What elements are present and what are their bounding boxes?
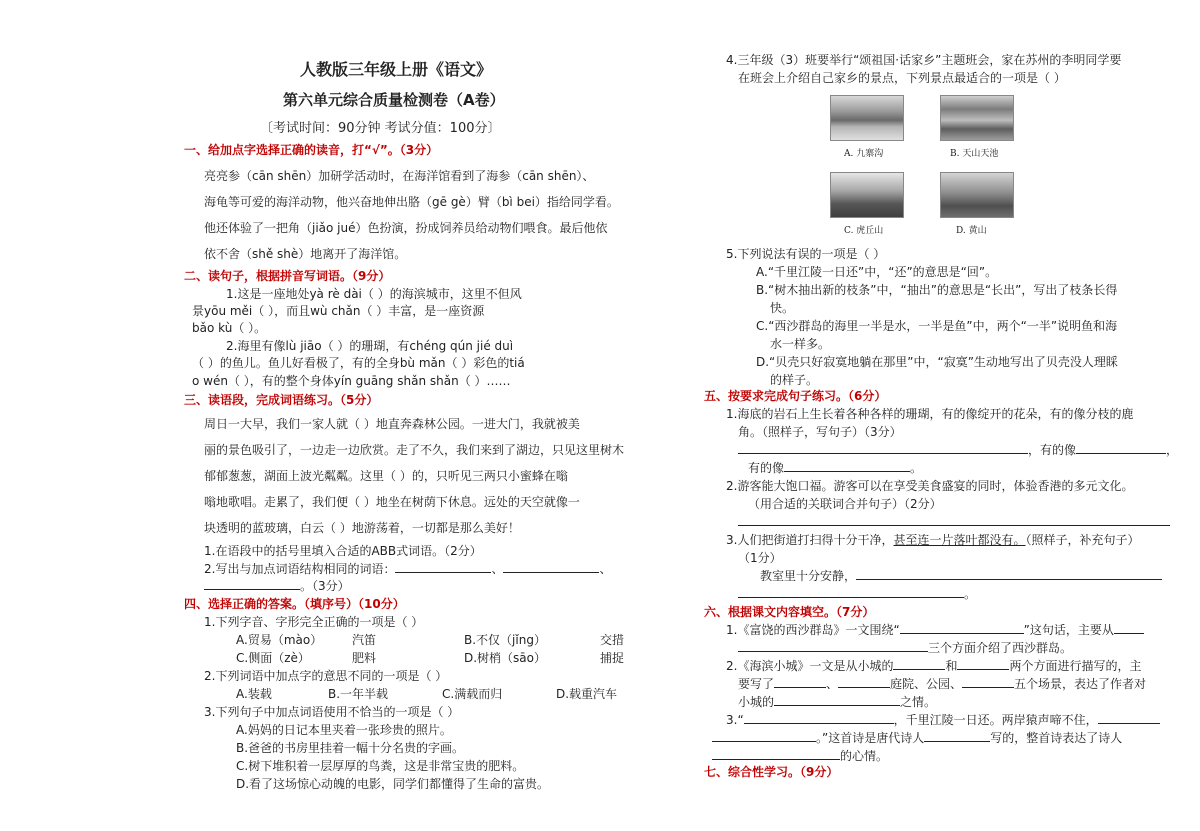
q5-option: A.“千里江陵一日还”中，“还”的意思是“回”。 bbox=[756, 265, 998, 279]
s3-line: 块透明的蓝玻璃，白云（ ）地游荡着，一切都是那么美好！ bbox=[204, 521, 520, 535]
answer-blank[interactable] bbox=[738, 651, 928, 652]
s2-line: 1.这是一座地处yà rè dài（ ）的海滨城市，这里不但风 bbox=[226, 287, 522, 301]
answer-blank[interactable] bbox=[1098, 723, 1160, 724]
s5-q2: （用合适的关联词合并句子）（2分） bbox=[748, 497, 942, 511]
answer-blank[interactable] bbox=[738, 597, 964, 598]
s6-q2: 2.《海滨小城》一文是从小城的 和 两个方面进行描写的，主 bbox=[726, 659, 1142, 673]
s1-line: 他还体验了一把角（jiǎo jué）色扮演，扮成饲养员给动物们喂食。最后他依 bbox=[204, 221, 608, 235]
section-3-heading: 三、读语段，完成词语练习。（5分） bbox=[184, 393, 379, 407]
answer-blank[interactable] bbox=[712, 759, 840, 760]
exam-meta: 〔考试时间：90分钟 考试分值：100分〕 bbox=[260, 121, 501, 136]
photo-caption: C. 虎丘山 bbox=[844, 226, 884, 236]
s5-q3-answer: 。 bbox=[738, 586, 976, 602]
s5-q1-answer: 有的像 。 bbox=[748, 461, 923, 475]
photo-huangshan bbox=[940, 172, 1014, 218]
s2-line: （ ）的鱼儿。鱼儿好看极了，有的全身bù mǎn（ ）彩色的tiá bbox=[192, 356, 525, 370]
s4-option: C.树下堆积着一层厚厚的鸟粪，这是非常宝贵的肥料。 bbox=[236, 759, 525, 773]
s1-line: 海龟等可爱的海洋动物，他兴奋地伸出胳（gē gè）臂（bì bei）指给同学看。 bbox=[204, 195, 619, 209]
answer-blank[interactable] bbox=[1114, 633, 1144, 634]
q5-option: 水一样多。 bbox=[770, 337, 831, 351]
answer-blank[interactable] bbox=[774, 687, 826, 688]
s6-q2: 小城的 之情。 bbox=[738, 695, 937, 709]
photo-huqiu-hill bbox=[830, 172, 904, 218]
s3-q2: 2.写出与加点词语结构相同的词语： 、 、 bbox=[204, 562, 612, 576]
s4-q2: 2.下列词语中加点字的意思不同的一项是（ ） bbox=[204, 669, 448, 683]
s1-line: 亮亮参（cān shēn）加研学活动时，在海洋馆看到了海参（cān shēn）、 bbox=[204, 169, 595, 183]
photo-tianshan-tianchi bbox=[940, 95, 1014, 141]
photo-caption: A. 九寨沟 bbox=[844, 149, 884, 159]
s6-q3: 的心情。 bbox=[712, 748, 888, 764]
answer-blank[interactable] bbox=[957, 669, 1009, 670]
paper-subtitle: 第六单元综合质量检测卷（A卷） bbox=[283, 91, 505, 109]
s4-option: 肥料 bbox=[352, 651, 377, 665]
s4-option: D.树梢（sāo） bbox=[464, 651, 547, 665]
q4-line: 4.三年级（3）班要举行“颂祖国·话家乡”主题班会，家在苏州的李明同学要 bbox=[726, 53, 1122, 67]
s6-q3: 3.“ ，千里江陵一日还。两岸猿声啼不住， bbox=[726, 712, 1160, 728]
photo-jiuzhaigou bbox=[830, 95, 904, 141]
answer-blank[interactable] bbox=[856, 579, 1162, 580]
s2-line: 景yōu měi（ ），而且wù chǎn（ ）丰富，是一座资源 bbox=[192, 304, 485, 318]
s4-option: C.满载而归 bbox=[442, 687, 503, 701]
section-7-heading: 七、综合性学习。（9分） bbox=[704, 765, 839, 779]
s3-q1: 1.在语段中的括号里填入合适的ABB式词语。（2分） bbox=[204, 544, 482, 558]
q5-stem: 5.下列说法有误的一项是（ ） bbox=[726, 247, 886, 261]
s4-option: A.装载 bbox=[236, 687, 272, 701]
section-6-heading: 六、根据课文内容填空。（7分） bbox=[704, 605, 875, 619]
answer-blank[interactable] bbox=[1076, 453, 1166, 454]
s6-q1: 1.《富饶的西沙群岛》一文围绕“ ”这句话，主要从 bbox=[726, 622, 1144, 638]
answer-blank[interactable] bbox=[744, 723, 894, 724]
s4-option: C.侧面（zè） bbox=[236, 651, 310, 665]
s4-option: A.妈妈的日记本里夹着一张珍贵的照片。 bbox=[236, 723, 452, 737]
section-4-heading: 四、选择正确的答案。（填序号）（10分） bbox=[184, 597, 405, 611]
answer-blank[interactable] bbox=[738, 525, 1170, 526]
s3-line: 周日一大早，我们一家人就（ ）地直奔森林公园。一进大门，我就被美 bbox=[204, 417, 580, 431]
q4-line: 在班会上介绍自己家乡的景点，下列景点最适合的一项是（ ） bbox=[738, 71, 1066, 85]
s4-option: A.贸易（mào） bbox=[236, 633, 323, 647]
s5-q1-answer: ，有的像 ， bbox=[738, 442, 1178, 458]
s5-q3-answer: 教室里十分安静， bbox=[760, 568, 1162, 584]
answer-blank[interactable] bbox=[712, 741, 816, 742]
s5-q2: 2.游客能大饱口福。游客可以在享受美食盛宴的同时，体验香港的多元文化。 bbox=[726, 479, 1134, 493]
s5-q2-answer bbox=[738, 514, 1170, 530]
s4-option: 捕捉 bbox=[600, 651, 625, 665]
s5-q3: 3.人们把街道打扫得十分干净，甚至连一片落叶都没有。（照样子，补充句子） bbox=[726, 533, 1140, 547]
photo-caption: B. 天山天池 bbox=[950, 149, 999, 159]
s2-line: o wén（ ），有的整个身体yín guāng shǎn shǎn（ ）…… bbox=[192, 374, 511, 388]
section-2-heading: 二、读句子，根据拼音写词语。（9分） bbox=[184, 269, 391, 283]
answer-blank[interactable] bbox=[784, 471, 910, 472]
answer-blank[interactable] bbox=[738, 453, 1028, 454]
s4-q1: 1.下列字音、字形完全正确的一项是（ ） bbox=[204, 615, 424, 629]
answer-blank[interactable] bbox=[900, 633, 1024, 634]
s4-option: B.爸爸的书房里挂着一幅十分名贵的字画。 bbox=[236, 741, 465, 755]
section-5-heading: 五、按要求完成句子练习。（6分） bbox=[704, 389, 887, 403]
q5-option: 的样子。 bbox=[770, 373, 819, 387]
s4-option: B.一年半载 bbox=[328, 687, 389, 701]
s4-option: D.看了这场惊心动魄的电影，同学们都懂得了生命的富贵。 bbox=[236, 777, 550, 791]
photo-caption: D. 黄山 bbox=[956, 226, 987, 236]
s3-line: 丽的景色吸引了，一边走一边欣赏。走了不久，我们来到了湖边，只见这里树木 bbox=[204, 443, 625, 457]
s4-option: D.载重汽车 bbox=[556, 687, 618, 701]
s4-option: 汽笛 bbox=[352, 633, 377, 647]
s3-line: 郁郁葱葱，湖面上波光粼粼。这里（ ）的，只听见三两只小蜜蜂在嗡 bbox=[204, 469, 568, 483]
answer-blank[interactable] bbox=[774, 705, 900, 706]
s4-option: B.不仅（jǐng） bbox=[464, 633, 546, 647]
s5-q1: 角。（照样子，写句子）（3分） bbox=[738, 425, 902, 439]
s6-q3: 。”这首诗是唐代诗人 写的，整首诗表达了诗人 bbox=[712, 730, 1122, 746]
s5-q1: 1.海底的岩石上生长着各种各样的珊瑚，有的像绽开的花朵，有的像分枝的鹿 bbox=[726, 407, 1134, 421]
s3-q2-end: 。（3分） bbox=[204, 578, 350, 594]
answer-blank[interactable] bbox=[204, 589, 300, 590]
s4-q3: 3.下列句子中加点词语使用不恰当的一项是（ ） bbox=[204, 705, 460, 719]
s5-q3: （1分） bbox=[738, 551, 782, 565]
s2-line: bǎo kù（ ）。 bbox=[192, 321, 267, 335]
answer-blank[interactable] bbox=[962, 687, 1014, 688]
s4-option: 交措 bbox=[600, 633, 625, 647]
paper-title: 人教版三年级上册《语文》 bbox=[300, 60, 493, 79]
answer-blank[interactable] bbox=[395, 572, 491, 573]
answer-blank[interactable] bbox=[893, 669, 945, 670]
answer-blank[interactable] bbox=[838, 687, 890, 688]
q5-option: B.“树木抽出新的枝条”中，“抽出”的意思是“长出”，写出了枝条长得 bbox=[756, 283, 1118, 297]
section-1-heading: 一、给加点字选择正确的读音，打“√”。（3分） bbox=[184, 143, 439, 157]
q5-option: C.“西沙群岛的海里一半是水，一半是鱼”中，两个“一半”说明鱼和海 bbox=[756, 319, 1118, 333]
answer-blank[interactable] bbox=[924, 741, 990, 742]
s2-line: 2.海里有像lù jiāo（ ）的珊瑚，有chéng qún jié duì bbox=[226, 339, 514, 353]
s3-line: 嗡地歌唱。走累了，我们便（ ）地坐在树荫下休息。远处的天空就像一 bbox=[204, 495, 580, 509]
s1-line: 依不舍（shě shè）地离开了海洋馆。 bbox=[204, 247, 407, 261]
answer-blank[interactable] bbox=[503, 572, 599, 573]
q5-option: 快。 bbox=[770, 301, 795, 315]
s6-q2: 要写了 、 庭院、公园、 五个场景，表达了作者对 bbox=[738, 677, 1147, 691]
s6-q1: 三个方面介绍了西沙群岛。 bbox=[738, 640, 1072, 656]
q5-option: D.“贝壳只好寂寞地躺在那里”中，“寂寞”生动地写出了贝壳没人理睬 bbox=[756, 355, 1118, 369]
